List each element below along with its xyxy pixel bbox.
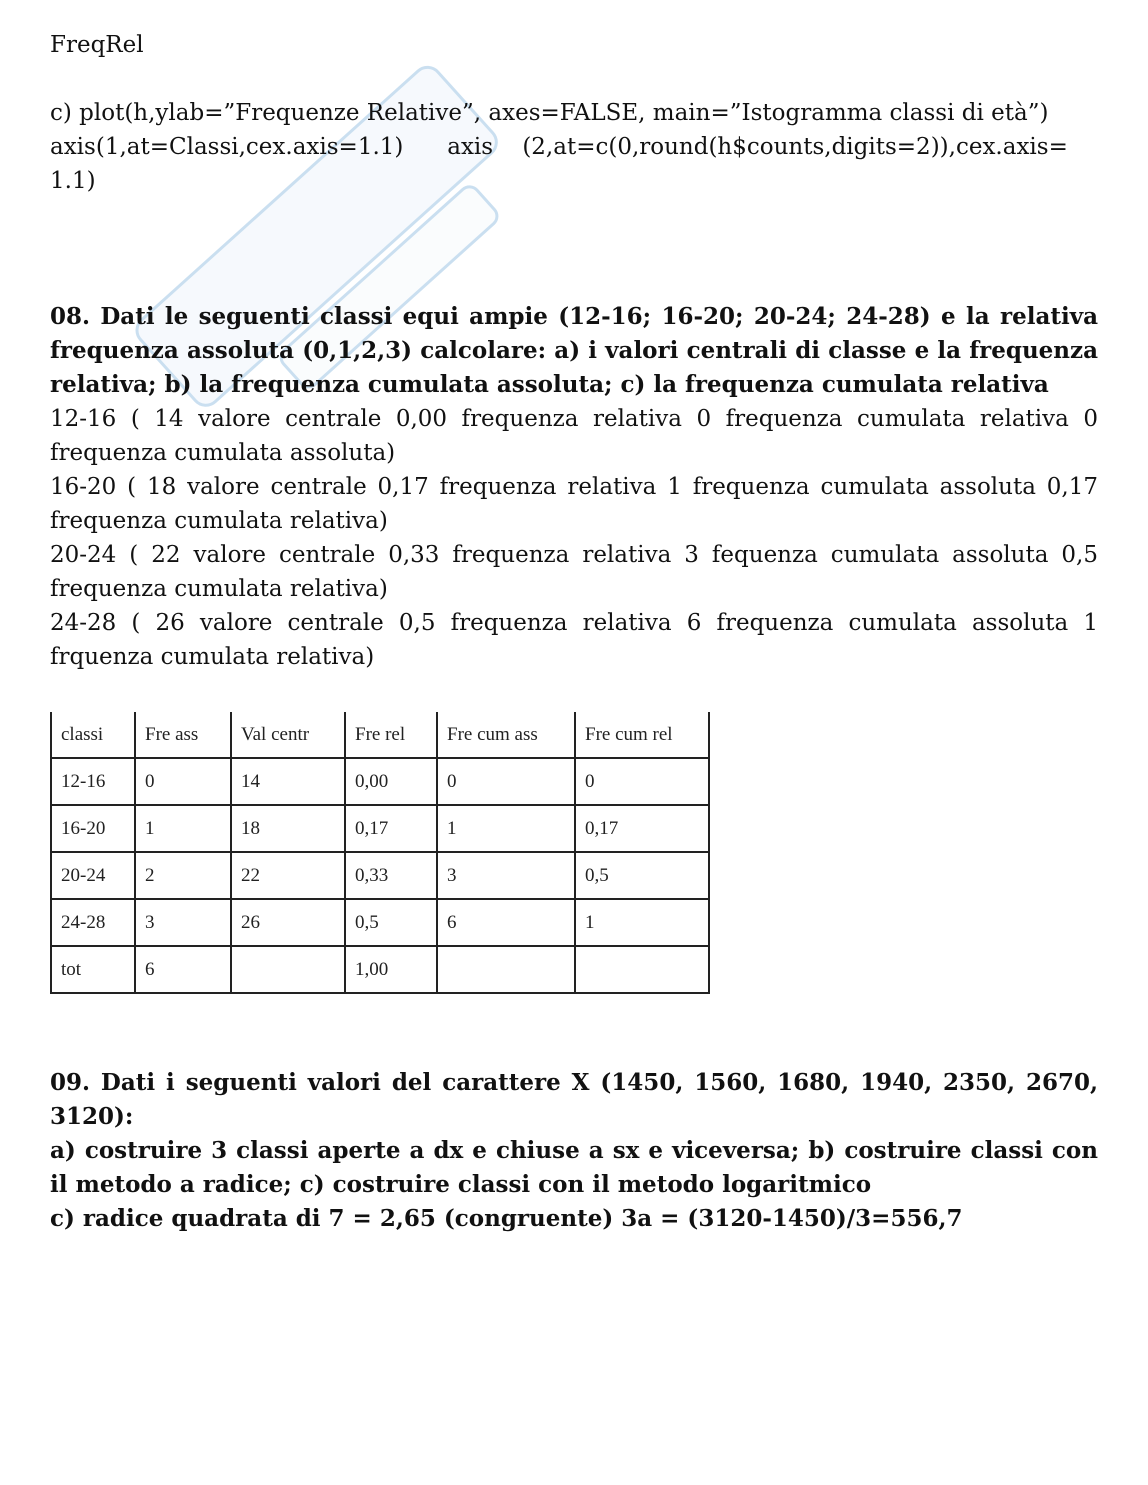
- table-cell: tot: [51, 946, 135, 993]
- table-header-cell: Fre cum rel: [575, 712, 709, 758]
- table-cell: 20-24: [51, 852, 135, 899]
- section-title: FreqRel: [50, 32, 144, 58]
- table-cell: [437, 946, 575, 993]
- table-cell: 3: [135, 899, 231, 946]
- table-cell: 14: [231, 758, 345, 805]
- table-cell: 0: [135, 758, 231, 805]
- code-line: 1.1): [50, 168, 96, 194]
- table-cell: 6: [135, 946, 231, 993]
- table-cell: 26: [231, 899, 345, 946]
- table-row: [51, 758, 709, 805]
- table-total-row: [51, 946, 709, 993]
- table-cell: 0,00: [345, 758, 437, 805]
- table-header-cell: Val centr: [231, 712, 345, 758]
- table-header-cell: Fre cum ass: [437, 712, 575, 758]
- code-line: axis(1,at=Classi,cex.axis=1.1) axis (2,at=c(0,round(h$counts,digits=2)),cex.axis=: [50, 134, 1068, 160]
- table-cell: 0,17: [575, 805, 709, 852]
- table-cell: 2: [135, 852, 231, 899]
- question-09: 09. Dati i seguenti valori del carattere X (1450, 1560, 1680, 1940, 2350, 2670, 3120):: [50, 1069, 1098, 1130]
- table-row: [51, 852, 709, 899]
- table-cell: 16-20: [51, 805, 135, 852]
- document-page: [50, 28, 1098, 1236]
- table-cell: 0: [437, 758, 575, 805]
- table-cell: 1: [135, 805, 231, 852]
- answer-line: 20-24 ( 22 valore centrale 0,33 frequenza relativa 3 fequenza cumulata assoluta 0,5 frequenza cumulata relativa): [50, 542, 1098, 602]
- table-cell: [575, 946, 709, 993]
- table-cell: 1: [437, 805, 575, 852]
- table-row: [51, 899, 709, 946]
- table-cell: 3: [437, 852, 575, 899]
- table-cell: 0,5: [575, 852, 709, 899]
- table-cell: 12-16: [51, 758, 135, 805]
- frequency-table: [50, 712, 710, 994]
- table-header-cell: Fre ass: [135, 712, 231, 758]
- table-cell: 0,33: [345, 852, 437, 899]
- table-cell: 18: [231, 805, 345, 852]
- table-cell: 22: [231, 852, 345, 899]
- table-cell: 1,00: [345, 946, 437, 993]
- question-09-answer: c) radice quadrata di 7 = 2,65 (congruente) 3a = (3120-1450)/3=556,7: [50, 1205, 963, 1232]
- table-header-row: [51, 712, 709, 758]
- table-header-cell: Fre rel: [345, 712, 437, 758]
- table-cell: 6: [437, 899, 575, 946]
- table-cell: 24-28: [51, 899, 135, 946]
- table-cell: 0,5: [345, 899, 437, 946]
- question-09-tasks: a) costruire 3 classi aperte a dx e chiuse a sx e viceversa; b) costruire classi con il metodo a radice; c) costruire classi con il metodo logaritmico: [50, 1137, 1098, 1198]
- answer-line: 16-20 ( 18 valore centrale 0,17 frequenza relativa 1 frequenza cumulata assoluta 0,17 frequenza cumulata relativa): [50, 474, 1098, 534]
- table-header-cell: classi: [51, 712, 135, 758]
- answer-line: 12-16 ( 14 valore centrale 0,00 frequenza relativa 0 frequenza cumulata relativa 0 frequenza cumulata assoluta): [50, 406, 1098, 466]
- table-cell: 0: [575, 758, 709, 805]
- question-08: 08. Dati le seguenti classi equi ampie (12-16; 16-20; 20-24; 24-28) e la relativa frequenza assoluta (0,1,2,3) calcolare: a) i valori centrali di classe e la frequenza relativa; b) la frequenza cumulata assoluta; c) la frequenza cumulata relativa: [50, 303, 1098, 398]
- code-line: c) plot(h,ylab=”Frequenze Relative”, axes=FALSE, main=”Istogramma classi di età”): [50, 100, 1049, 126]
- answer-line: 24-28 ( 26 valore centrale 0,5 frequenza relativa 6 frequenza cumulata assoluta 1 frquenza cumulata relativa): [50, 610, 1098, 670]
- table-cell: [231, 946, 345, 993]
- table-row: [51, 805, 709, 852]
- table-cell: 0,17: [345, 805, 437, 852]
- table-cell: 1: [575, 899, 709, 946]
